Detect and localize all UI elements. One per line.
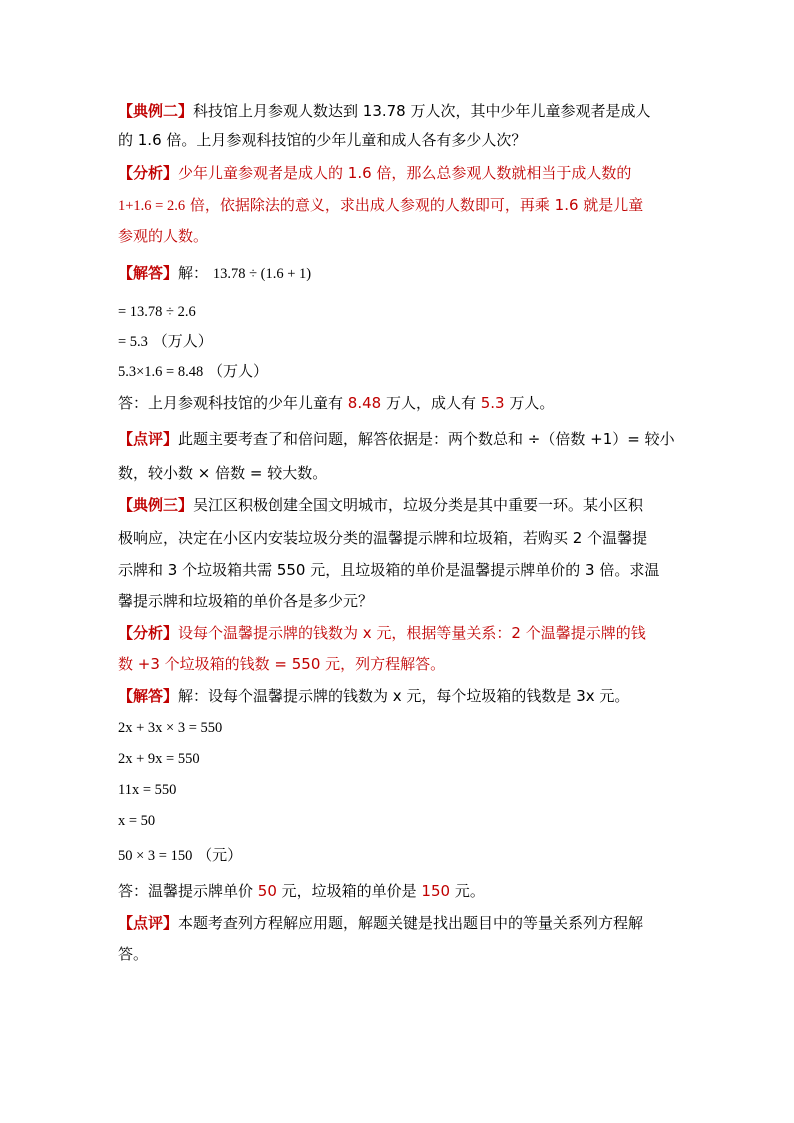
example3-eq5-line bbox=[118, 845, 242, 866]
example3-comment-text: 本题考查列方程解应用题，解题关键是找出题目中的等量关系列方程解 bbox=[178, 914, 644, 932]
example2-answer-value2: 5.3 bbox=[480, 394, 505, 412]
example2-step2: = 13.78 ÷ 2.6 bbox=[118, 304, 196, 320]
example3-eq2: 2x + 9x = 550 bbox=[118, 751, 200, 767]
example2-step3-unit: （万人） bbox=[152, 332, 213, 350]
example2-answer-suffix: 万人。 bbox=[504, 394, 555, 412]
example2-step4: 5.3×1.6 = 8.48 bbox=[118, 364, 204, 380]
example3-eq4: x = 50 bbox=[118, 813, 156, 829]
example2-analysis-line2 bbox=[118, 195, 643, 216]
example3-eq1: 2x + 3x × 3 = 550 bbox=[118, 720, 223, 736]
example3-question-line2 bbox=[118, 528, 647, 548]
example3-answer-value2: 150 bbox=[421, 882, 451, 900]
example2-analysis-line3 bbox=[118, 226, 208, 246]
example2-comment-text2: 数，较小数 × 倍数 = 较大数。 bbox=[118, 464, 328, 482]
example2-comment-line1 bbox=[118, 429, 675, 449]
example3-analysis-line2 bbox=[118, 654, 445, 674]
example3-question-line1 bbox=[118, 495, 643, 515]
example2-step1: 13.78 ÷ (1.6 + 1) bbox=[212, 266, 312, 282]
example3-solution-line1 bbox=[118, 686, 629, 706]
example2-analysis-text3: 参观的人数。 bbox=[118, 227, 209, 245]
example3-question-line3 bbox=[118, 560, 659, 580]
example3-question-line4 bbox=[118, 591, 373, 611]
example3-analysis-tag: 【分析】 bbox=[118, 624, 179, 642]
example2-answer bbox=[118, 393, 554, 413]
example2-analysis-line1 bbox=[118, 163, 631, 183]
example2-solve-tag: 【解答】 bbox=[118, 264, 179, 282]
example3-eq3: 11x = 550 bbox=[118, 782, 177, 798]
example3-answer bbox=[118, 881, 485, 901]
example2-question-line1 bbox=[118, 101, 651, 121]
example2-answer-value1: 8.48 bbox=[347, 394, 382, 412]
example3-answer-value1: 50 bbox=[257, 882, 277, 900]
example2-analysis-math: 1+1.6 = 2.6 bbox=[118, 198, 186, 214]
example3-answer-prefix: 答：温馨提示牌单价 bbox=[118, 882, 258, 900]
example3-comment-text2: 答。 bbox=[118, 945, 149, 963]
example2-solve-prefix: 解： bbox=[178, 264, 209, 282]
example2-comment-line2 bbox=[118, 463, 327, 483]
example2-step3: = 5.3 bbox=[118, 334, 148, 350]
example2-answer-mid: 万人，成人有 bbox=[381, 394, 481, 412]
example3-tag: 【典例三】 bbox=[118, 496, 194, 514]
example2-answer-prefix: 答：上月参观科技馆的少年儿童有 bbox=[118, 394, 348, 412]
example2-analysis-tag: 【分析】 bbox=[118, 164, 179, 182]
example2-tag: 【典例二】 bbox=[118, 102, 194, 120]
example3-comment-line2 bbox=[118, 944, 148, 964]
example3-comment-line1 bbox=[118, 913, 643, 933]
example3-answer-mid: 元，垃圾箱的单价是 bbox=[276, 882, 422, 900]
example2-solution-line1 bbox=[118, 263, 311, 284]
example3-question-text: 吴江区积极创建全国文明城市，垃圾分类是其中重要一环。某小区积 bbox=[193, 496, 644, 514]
example2-comment-text: 此题主要考查了和倍问题，解答依据是：两个数总和 ÷（倍数 +1）= 较小 bbox=[178, 430, 675, 448]
example2-step4-line bbox=[118, 361, 268, 382]
example2-question-text: 科技馆上月参观人数达到 13.78 万人次，其中少年儿童参观者是成人 bbox=[193, 102, 651, 120]
example3-eq5: 50 × 3 = 150 bbox=[118, 848, 193, 864]
example2-step4-unit: （万人） bbox=[208, 362, 269, 380]
example3-question-text2: 极响应，决定在小区内安装垃圾分类的温馨提示牌和垃圾箱，若购买 2 个温馨提 bbox=[118, 529, 648, 547]
example3-question-text4: 馨提示牌和垃圾箱的单价各是多少元？ bbox=[118, 592, 374, 610]
example2-analysis-text2: 倍，依据除法的意义，求出成人参观的人数即可，再乘 1.6 就是儿童 bbox=[189, 196, 644, 214]
example3-analysis-line1 bbox=[118, 623, 646, 643]
example2-question-line2 bbox=[118, 130, 526, 150]
example2-question-text2: 的 1.6 倍。上月参观科技馆的少年儿童和成人各有多少人次？ bbox=[118, 131, 527, 149]
example3-comment-tag: 【点评】 bbox=[118, 914, 179, 932]
example3-solve-tag: 【解答】 bbox=[118, 687, 179, 705]
example3-analysis-text: 设每个温馨提示牌的钱数为 x 元，根据等量关系：2 个温馨提示牌的钱 bbox=[178, 624, 646, 642]
example3-answer-suffix: 元。 bbox=[450, 882, 485, 900]
example3-solve-text: 解：设每个温馨提示牌的钱数为 x 元，每个垃圾箱的钱数是 3x 元。 bbox=[178, 687, 630, 705]
example3-eq5-unit: （元） bbox=[197, 846, 243, 864]
example2-analysis-text: 少年儿童参观者是成人的 1.6 倍，那么总参观人数就相当于成人数的 bbox=[178, 164, 632, 182]
example3-analysis-text2: 数 +3 个垃圾箱的钱数 = 550 元，列方程解答。 bbox=[118, 655, 446, 673]
example2-step3-line bbox=[118, 331, 213, 352]
example3-question-text3: 示牌和 3 个垃圾箱共需 550 元，且垃圾箱的单价是温馨提示牌单价的 3 倍。求温 bbox=[118, 561, 660, 579]
example2-comment-tag: 【点评】 bbox=[118, 430, 179, 448]
